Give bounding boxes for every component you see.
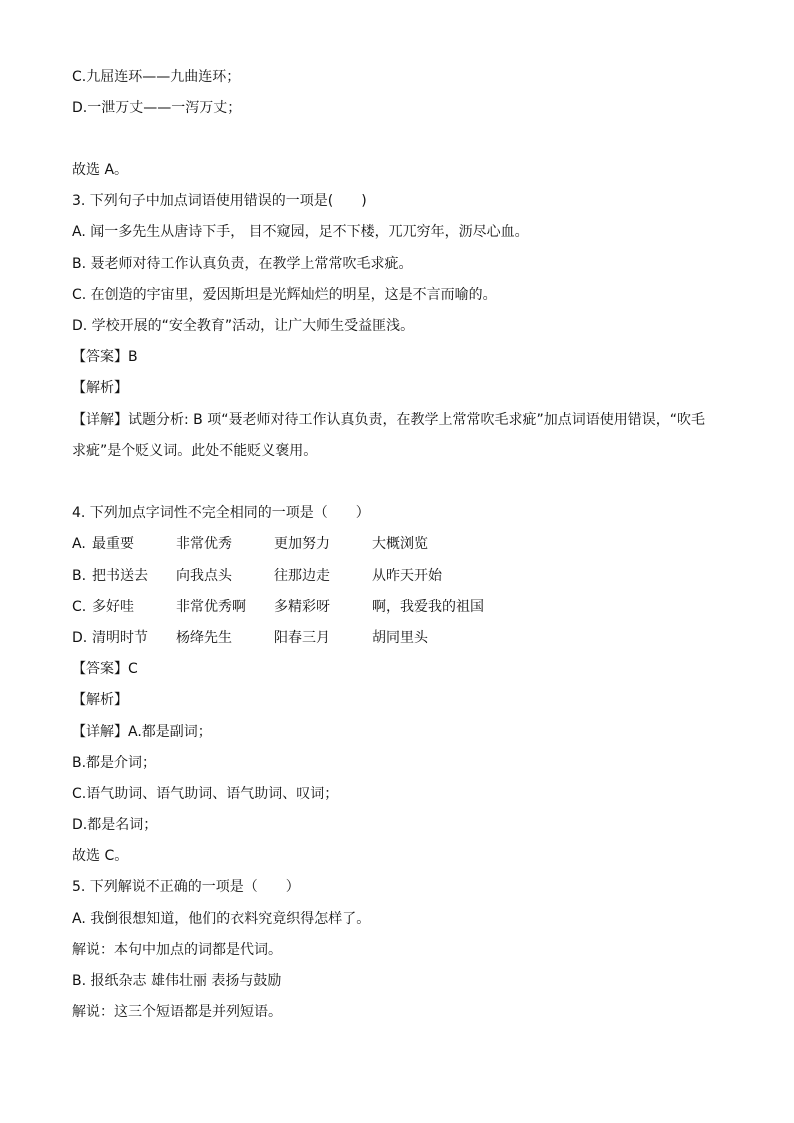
q3-option-d: D. 学校开展的“安全教育”活动，让广大师生受益匪浅。 bbox=[72, 318, 415, 334]
q4-word: 啊，我爱我的祖国 bbox=[372, 599, 484, 615]
q4-word: 向我点头 bbox=[176, 568, 232, 584]
q3-detail-line2: 求疵”是个贬义词。此处不能贬义褒用。 bbox=[72, 443, 318, 459]
q3-answer: 【答案】B bbox=[72, 349, 138, 365]
q3-option-a: A. 闻一多先生从唐诗下手， 目不窥园，足不下楼，兀兀穷年，沥尽心血。 bbox=[72, 224, 529, 240]
q4-analysis-label: 【解析】 bbox=[72, 692, 128, 708]
q4-word: 非常优秀啊 bbox=[176, 599, 246, 615]
q3-analysis-label: 【解析】 bbox=[72, 380, 128, 396]
q4-conclusion: 故选 C。 bbox=[72, 848, 129, 864]
q4-word: 最重要 bbox=[92, 536, 134, 552]
q4-word: 多好哇 bbox=[92, 599, 134, 615]
q5-option-a: A. 我倒很想知道，他们的衣料究竟织得怎样了。 bbox=[72, 911, 371, 927]
q4-word: 大概浏览 bbox=[372, 536, 428, 552]
q4-word: 往那边走 bbox=[274, 568, 330, 584]
q4-word: 非常优秀 bbox=[176, 536, 232, 552]
q4-word: 杨绛先生 bbox=[176, 630, 232, 646]
q4-question: 4. 下列加点字词性不完全相同的一项是（ ） bbox=[72, 505, 370, 521]
q5-option-b: B. 报纸杂志 雄伟壮丽 表扬与鼓励 bbox=[72, 973, 282, 989]
q4-row-label: D. bbox=[72, 630, 88, 646]
q5-question: 5. 下列解说不正确的一项是（ ） bbox=[72, 879, 300, 895]
q4-word: 阳春三月 bbox=[274, 630, 330, 646]
q4-row-label: A. bbox=[72, 536, 86, 552]
q2-conclusion: 故选 A。 bbox=[72, 162, 129, 178]
q4-row-label: C. bbox=[72, 599, 87, 615]
q4-word: 更加努力 bbox=[274, 536, 330, 552]
q4-answer: 【答案】C bbox=[72, 661, 138, 677]
q2-option-c: C.九屈连环——九曲连环； bbox=[72, 69, 241, 85]
q3-option-b: B. 聂老师对待工作认真负责，在教学上常常吹毛求疵。 bbox=[72, 256, 413, 272]
q4-row-label: B. bbox=[72, 568, 87, 584]
q3-detail-line1: 【详解】试题分析: B 项“聂老师对待工作认真负责，在教学上常常吹毛求疵”加点词语使用错误，“吹毛 bbox=[72, 412, 705, 428]
q2-option-d: D.一泄万丈——一泻万丈； bbox=[72, 100, 242, 116]
q4-word: 从昨天开始 bbox=[372, 568, 442, 584]
q5-explanation-a: 解说：本句中加点的词都是代词。 bbox=[72, 942, 282, 958]
q4-detail-line: D.都是名词； bbox=[72, 817, 158, 833]
q4-detail-line: C.语气助词、语气助词、语气助词、叹词； bbox=[72, 786, 339, 802]
q4-word: 胡同里头 bbox=[372, 630, 428, 646]
q4-word: 把书送去 bbox=[92, 568, 148, 584]
q3-question: 3. 下列句子中加点词语使用错误的一项是( ) bbox=[72, 193, 367, 209]
q4-word: 清明时节 bbox=[92, 630, 148, 646]
q4-detail-line: 【详解】A.都是副词； bbox=[72, 724, 212, 740]
q5-explanation-b: 解说：这三个短语都是并列短语。 bbox=[72, 1004, 282, 1020]
q4-detail-line: B.都是介词； bbox=[72, 755, 157, 771]
q4-word: 多精彩呀 bbox=[274, 599, 330, 615]
q3-option-c: C. 在创造的宇宙里，爱因斯坦是光辉灿烂的明星，这是不言而喻的。 bbox=[72, 287, 497, 303]
